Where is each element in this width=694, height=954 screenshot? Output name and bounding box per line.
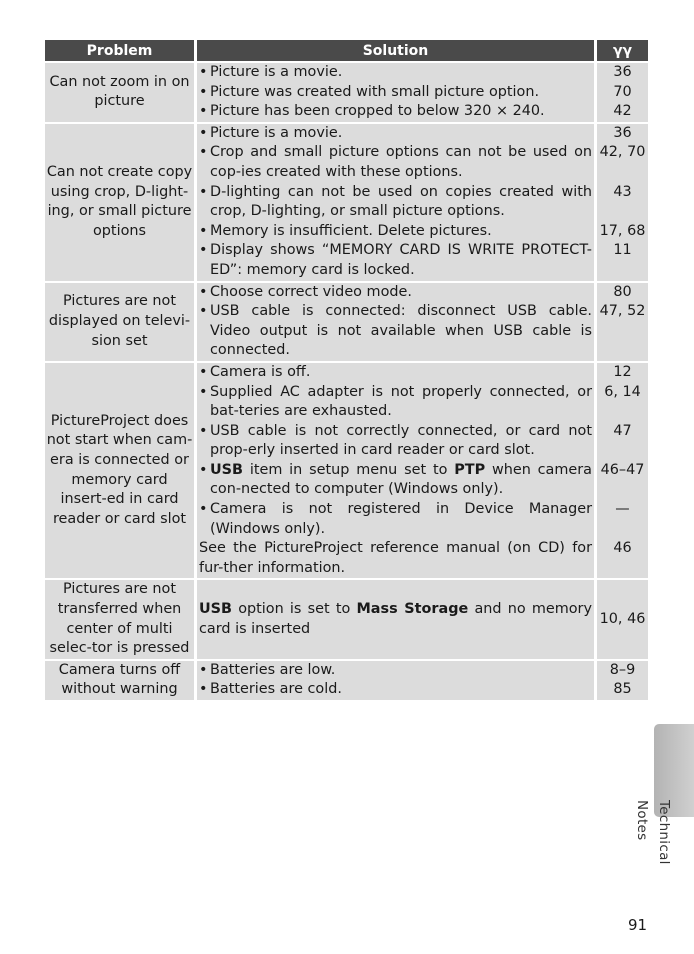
list-item: • Supplied AC adapter is not properly connected, or bat-teries are exhausted. — [199, 383, 592, 420]
list-item: • D-lighting can not be used on copies created with crop, D-lighting, or small picture options. — [199, 183, 592, 220]
list-item: • Choose correct video mode. — [199, 283, 412, 300]
table-row — [45, 63, 648, 122]
reference-cell: 10, 46 — [597, 580, 648, 658]
solution-cell — [197, 124, 594, 281]
list-item: • Picture is a movie. — [199, 124, 343, 141]
problem-cell: Pictures are not transferred when center of multi selec-tor is pressed — [45, 580, 194, 658]
reference-cell: 8–9 85 — [597, 661, 648, 700]
problem-header: Problem — [45, 40, 194, 61]
list-item: • Picture has been cropped to below 320 × 240. — [199, 103, 545, 120]
table-row — [45, 283, 648, 361]
solution-cell — [197, 363, 594, 579]
list-item: • Batteries are low. — [199, 661, 336, 678]
reference-cell: 36 42, 70 43 17, 68 11 — [597, 124, 648, 281]
problem-cell: Can not zoom in on picture — [45, 63, 194, 122]
reference-note: See the PictureProject reference manual (on CD) for fur-ther information. — [199, 540, 592, 576]
list-item: • Picture is a movie. — [199, 64, 343, 80]
table-row — [45, 580, 648, 658]
table-row — [45, 661, 648, 700]
solution-header: Solution — [197, 40, 594, 61]
list-item: • USB cable is connected: disconnect USB cable. Video output is not available when USB cable is connected. — [199, 303, 592, 359]
list-item: • Memory is insufficient. Delete pictures. — [199, 222, 492, 239]
section-label: Technical Notes — [634, 800, 672, 865]
problem-cell: PictureProject does not start when cam-era is connected or memory card insert-ed in card reader or card slot — [45, 363, 194, 579]
problem-cell: Pictures are not displayed on televi-sion set — [45, 283, 194, 361]
reference-cell: 12 6, 14 47 46–47 — 46 — [597, 363, 648, 579]
list-item: • Crop and small picture options can not be used on cop-ies created with these options. — [199, 144, 592, 180]
list-item: • USB cable is not correctly connected, or card not prop-erly inserted in card reader or card slot. — [199, 422, 592, 459]
list-item: • USB item in setup menu set to PTP when camera con-nected to computer (Windows only). — [199, 461, 592, 498]
reference-cell: 36 70 42 — [597, 63, 648, 122]
table-row — [45, 363, 648, 579]
page-number: 91 — [628, 916, 648, 934]
solution-cell: USB option is set to Mass Storage and no memory card is inserted — [197, 580, 594, 658]
table-header — [45, 40, 648, 61]
troubleshooting-table — [45, 40, 648, 700]
list-item: • Picture was created with small picture option. — [199, 83, 540, 100]
solution-cell — [197, 283, 594, 361]
solution-cell — [197, 661, 594, 700]
list-item: • Camera is not registered in Device Manager (Windows only). — [199, 501, 592, 537]
list-item: • Display shows “MEMORY CARD IS WRITE PROTECT-ED”: memory card is locked. — [199, 242, 592, 278]
book-reference-icon: γγ — [597, 40, 648, 61]
list-item: • Camera is off. — [199, 363, 311, 380]
problem-cell: Camera turns off without warning — [45, 661, 194, 700]
reference-cell: 80 47, 52 — [597, 283, 648, 361]
problem-cell: Can not create copy using crop, D-light-ing, or small picture options — [45, 124, 194, 281]
solution-cell — [197, 63, 594, 122]
table-row — [45, 124, 648, 281]
list-item: • Batteries are cold. — [199, 681, 342, 698]
